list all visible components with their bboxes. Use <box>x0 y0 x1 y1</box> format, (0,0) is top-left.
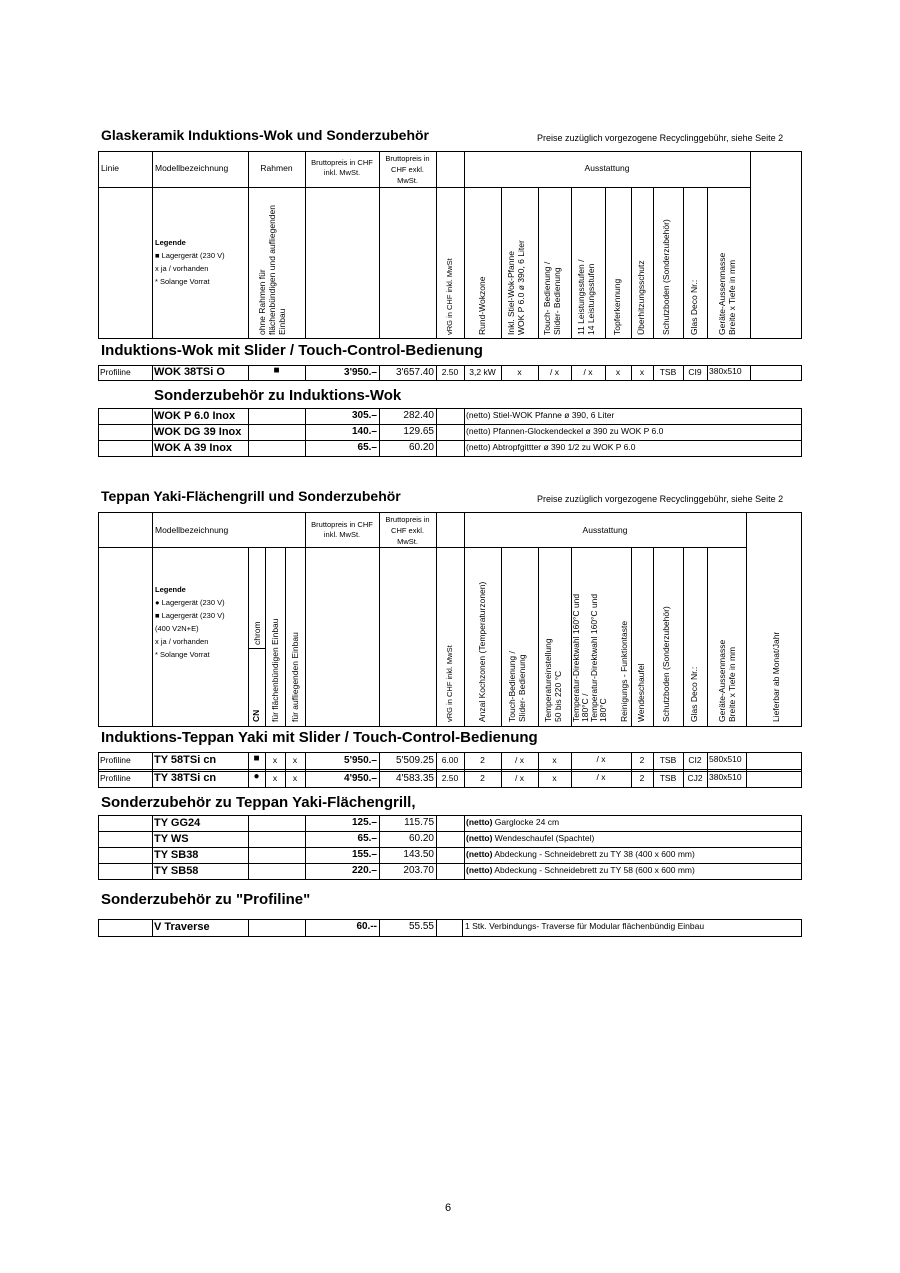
col-cn-label: CN <box>251 709 261 722</box>
col-masse-label: Geräte-Aussenmasse Breite x Tiefe in mm <box>717 639 737 722</box>
product-touch: / x <box>515 755 524 765</box>
accessory-inkl: 305.– <box>351 410 377 421</box>
col-zonen-label: Anzal Kochzonen (Temperaturzonen) <box>477 581 487 722</box>
col-touch-label: Touch-Bedienung / Slider- Bedienung <box>507 651 527 722</box>
col-rahmen-label: ohne Rahmen für flächenbündigen und aufliegenden Einbau <box>257 205 287 335</box>
product-glas: CI2 <box>688 755 702 765</box>
product-touch: / x <box>515 773 524 783</box>
col-pfanne-label: Inkl. Stiel-Wok-Pfanne WOK P 6.0 ø 390, 6 Liter <box>506 240 526 335</box>
product-temp: x <box>552 755 557 765</box>
accessory-desc: (netto) Pfannen-Glockendeckel ø 390 zu WOK P 6.0 <box>466 426 664 436</box>
accessory-exkl: 60.20 <box>408 833 434 844</box>
accessory-desc: 1 Stk. Verbindungs- Traverse für Modular flächenbündig Einbau <box>465 921 705 931</box>
product-modell: TY 38TSi cn <box>154 772 217 784</box>
product-direkt: / x <box>596 754 606 764</box>
product-linie: Profiline <box>100 755 131 765</box>
col-ueber-label: Überhitzungsschutz <box>636 260 646 335</box>
product-glas: CJ2 <box>687 773 703 783</box>
page-number: 6 <box>445 1202 452 1214</box>
accessory-inkl: 125.– <box>351 817 377 828</box>
col-direkt-label: Temperatur-Direktwahl 160°C und 180°C / Temperatur-Direktwahl 160°C und 180°C <box>571 593 608 722</box>
accessory-exkl: 282.40 <box>403 410 434 421</box>
col-schutz-label: Schutzboden (Sonderzubehör) <box>661 219 671 335</box>
product-pfanne: x <box>517 367 522 377</box>
section-title-wok: Glaskeramik Induktions-Wok und Sonderzubehör <box>101 127 430 143</box>
product-symbol: ■ <box>253 753 260 764</box>
product-flaech: x <box>272 773 278 783</box>
accessory-exkl: 129.65 <box>403 426 434 437</box>
product-vrg: 2.50 <box>441 773 459 783</box>
product-linie: Profiline <box>100 773 131 783</box>
header-ausstattung: Ausstattung <box>582 525 628 535</box>
product-price-inkl: 4'950.– <box>344 773 377 784</box>
recycling-note-2: Preise zuzüglich vorgezogene Recyclinggebühr, siehe Seite 2 <box>537 494 784 504</box>
header-brutto-exkl: Bruttopreis in CHF exkl. MwSt. <box>385 154 430 185</box>
product-schutz: TSB <box>659 773 677 783</box>
product-wende: 2 <box>639 773 645 783</box>
header-brutto-inkl: Bruttopreis in CHF inkl. MwSt. <box>311 158 373 177</box>
col-schutz-label: Schutzboden (Sonderzubehör) <box>661 606 671 722</box>
header-brutto-inkl: Bruttopreis in CHF inkl. MwSt. <box>311 520 373 539</box>
product-vrg: 2.50 <box>441 367 459 377</box>
accessory-modell: WOK DG 39 Inox <box>154 426 242 438</box>
product-zonen: 2 <box>480 755 485 765</box>
product-linie: Profiline <box>100 367 131 377</box>
product-stufen: / x <box>583 367 593 377</box>
product-price-exkl: 5'509.25 <box>395 755 434 766</box>
col-vrg-label: vRG in CHF inkl. MwSt <box>445 645 454 722</box>
accessory-inkl: 60.-- <box>356 921 377 932</box>
product-modell: WOK 38TSi O <box>154 366 225 378</box>
accessory-desc: (netto) Abdeckung - Schneidebrett zu TY 38 (400 x 600 mm) <box>466 849 695 859</box>
accessory-inkl: 155.– <box>351 849 377 860</box>
product-masse: 380x510 <box>709 366 742 376</box>
product-price-inkl: 3'950.– <box>344 367 377 378</box>
col-glas-label: Glas Deco Nr.: <box>689 666 699 722</box>
accessory-exkl: 55.55 <box>408 921 434 932</box>
accessory-modell: WOK P 6.0 Inox <box>154 410 236 422</box>
product-price-exkl: 3'657.40 <box>395 367 434 378</box>
subtitle-teppan-zubehoer: Sonderzubehör zu Teppan Yaki-Flächengrill, <box>101 794 416 811</box>
product-kw: 3,2 kW <box>469 367 496 377</box>
accessory-exkl: 203.70 <box>403 865 434 876</box>
accessory-desc: (netto) Abdeckung - Schneidebrett zu TY 58 (600 x 600 mm) <box>466 865 695 875</box>
product-masse: 380x510 <box>709 772 742 782</box>
header-rahmen: Rahmen <box>260 163 293 173</box>
col-rund-label: Rund-Wokzone <box>477 276 487 335</box>
product-glas: CI9 <box>688 367 702 377</box>
product-rahmen: ■ <box>273 365 280 376</box>
header-ausstattung: Ausstattung <box>584 163 630 173</box>
accessory-inkl: 140.– <box>351 426 377 437</box>
col-liefer-label: Lieferbar ab Monat/Jahr <box>771 631 781 722</box>
col-temp-label: Temperatureinstellung 50 bis 220 °C <box>543 638 563 722</box>
section-title-profiline: Sonderzubehör zu "Profiline" <box>101 891 311 908</box>
accessory-exkl: 115.75 <box>404 817 434 828</box>
product-flaech: x <box>272 755 278 765</box>
accessory-exkl: 143.50 <box>403 849 434 860</box>
product-price-inkl: 5'950.– <box>344 755 377 766</box>
recycling-note-1: Preise zuzüglich vorgezogene Recyclinggebühr, siehe Seite 2 <box>537 133 784 143</box>
col-touch-label: Touch- Bedienung / Slider- Bedienung <box>542 261 562 335</box>
product-aufl: x <box>292 755 298 765</box>
accessory-modell: TY SB58 <box>154 865 199 877</box>
subtitle-teppan-slider: Induktions-Teppan Yaki mit Slider / Touch-Control-Bedienung <box>101 729 538 746</box>
accessory-inkl: 220.– <box>351 865 377 876</box>
accessory-modell: TY GG24 <box>154 817 201 829</box>
accessory-desc: (netto) Stiel-WOK Pfanne ø 390, 6 Liter <box>466 410 615 420</box>
col-wende-label: Wendeschaufel <box>636 663 646 722</box>
col-chrom-label: chrom <box>252 621 262 645</box>
subtitle-wok-slider: Induktions-Wok mit Slider / Touch-Control-Bedienung <box>101 342 483 359</box>
section-title-teppan: Teppan Yaki-Flächengrill und Sonderzubehör <box>101 488 401 504</box>
col-glas-label: Glas Deco Nr.: <box>689 279 699 335</box>
col-vrg-label: vRG in CHF inkl. MwSt <box>445 258 454 335</box>
header-linie: Linie <box>101 163 119 173</box>
product-schutz: TSB <box>659 755 677 765</box>
col-aufl-label: für aufliegenden Einbau <box>290 632 300 722</box>
product-temp: x <box>552 773 557 783</box>
accessory-inkl: 65.– <box>357 442 377 453</box>
product-wende: 2 <box>639 755 645 765</box>
accessory-modell: WOK A 39 Inox <box>154 442 233 454</box>
product-ueber: x <box>639 367 645 377</box>
col-masse-label: Geräte-Aussenmasse Breite x Tiefe in mm <box>717 252 737 335</box>
product-aufl: x <box>292 773 298 783</box>
product-zonen: 2 <box>480 773 485 783</box>
header-modell: Modellbezeichnung <box>155 163 229 173</box>
product-price-exkl: 4'583.35 <box>395 773 434 784</box>
legend-teppan: Legende ● Lagergerät (230 V) ■ Lagergerät (230 V) (400 V2N+E) x ja / vorhanden * Solange Vorrat <box>155 585 225 659</box>
accessory-modell: V Traverse <box>154 921 210 933</box>
product-symbol: ● <box>253 771 260 782</box>
accessory-modell: TY SB38 <box>154 849 199 861</box>
col-topf-label: Topferkennung <box>612 278 622 335</box>
product-masse: 580x510 <box>709 754 742 764</box>
product-modell: TY 58TSi cn <box>154 754 217 766</box>
col-reinig-label: Reinigungs - Funktiontaste <box>619 620 629 722</box>
product-touch: / x <box>550 367 559 377</box>
product-schutz: TSB <box>659 367 677 377</box>
col-flaech-label: für flächenbündigen Einbau <box>270 618 280 722</box>
accessory-modell: TY WS <box>154 833 189 845</box>
legend-wok: Legende ■ Lagergerät (230 V) x ja / vorhanden * Solange Vorrat <box>155 238 225 286</box>
product-vrg: 6.00 <box>441 755 459 765</box>
subtitle-wok-zubehoer: Sonderzubehör zu Induktions-Wok <box>154 387 402 404</box>
accessory-desc: (netto) Garglocke 24 cm <box>466 817 560 827</box>
accessory-desc: (netto) Abtropfgittter ø 390 1/2 zu WOK P 6.0 <box>466 442 636 452</box>
accessory-desc: (netto) Wendeschaufel (Spachtel) <box>466 833 595 843</box>
product-topf: x <box>615 367 621 377</box>
header-brutto-exkl: Bruttopreis in CHF exkl. MwSt. <box>385 515 430 546</box>
header-modell: Modellbezeichnung <box>155 525 229 535</box>
product-direkt: / x <box>596 772 606 782</box>
accessory-inkl: 65.– <box>357 833 377 844</box>
col-stufen-label: 11 Leistungsstufen / 14 Leistungsstufen <box>576 259 596 335</box>
accessory-exkl: 60.20 <box>408 442 434 453</box>
